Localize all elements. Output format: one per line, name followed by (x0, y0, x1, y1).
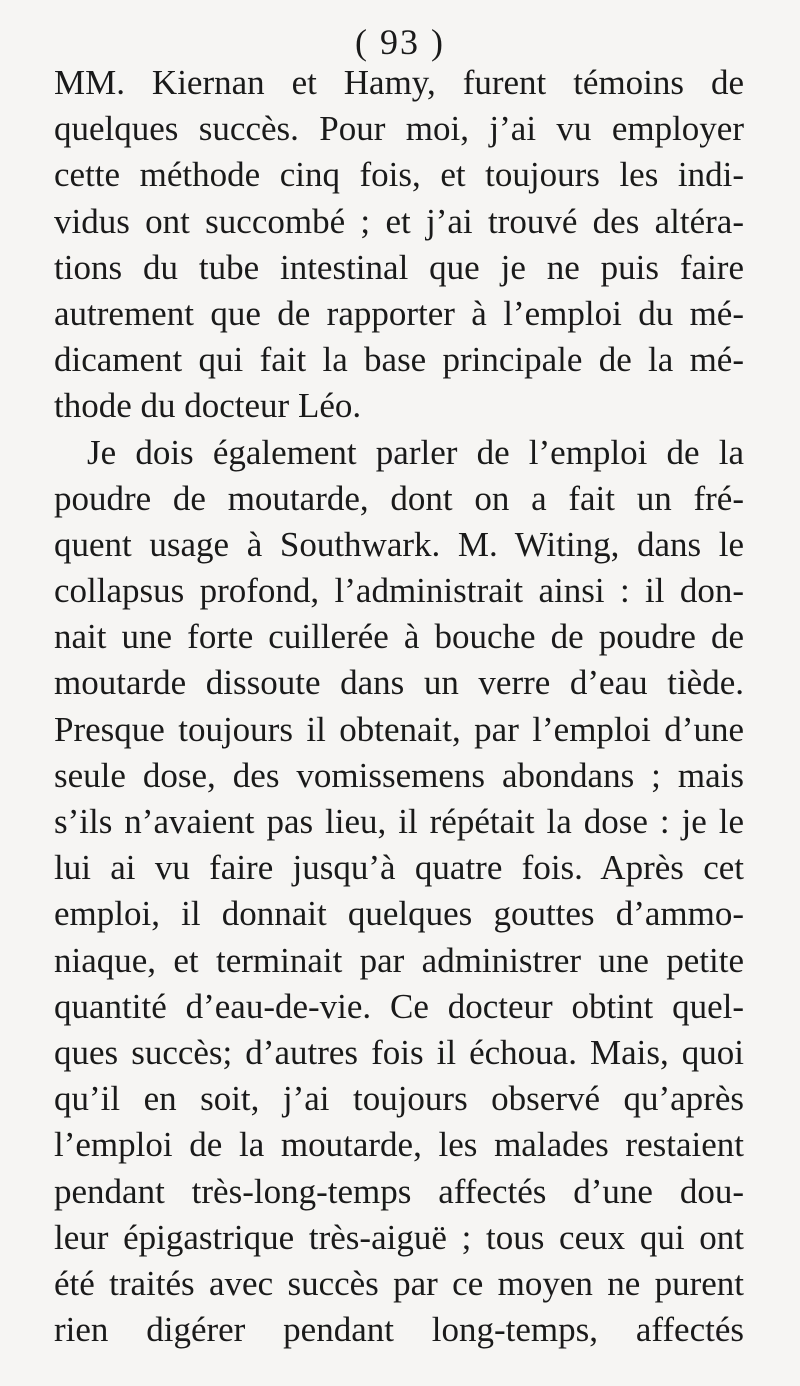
text-line: Presque toujours il obtenait, par l’emploi d’une (54, 709, 744, 749)
text-line: nait une forte cuillerée à bouche de poudre de (54, 617, 744, 657)
body-text (54, 60, 744, 1353)
text-line: MM. Kiernan et Hamy, furent témoins de (54, 63, 744, 102)
text-line: seule dose, des vomissemens abondans ; mais (54, 755, 744, 795)
text-line: s’ils n’avaient pas lieu, il répétait la dose : je le (54, 802, 744, 841)
text-line: leur épigastrique très-aiguë ; tous ceux qui ont (54, 1217, 744, 1257)
text-line: vidus ont succombé ; et j’ai trouvé des altéra- (54, 201, 744, 241)
text-line: qu’il en soit, j’ai toujours observé qu’après (54, 1079, 744, 1119)
text-line: quantité d’eau-de-vie. Ce docteur obtint quel- (54, 986, 744, 1026)
text-line: l’emploi de la moutarde, les malades restaient (54, 1125, 744, 1165)
text-line: pendant très-long-temps affectés d’une dou- (54, 1171, 744, 1211)
paragraph-end-line: thode du docteur Léo. (54, 386, 362, 426)
text-line: emploi, il donnait quelques gouttes d’ammo- (54, 894, 744, 934)
text-line: niaque, et terminait par administrer une petite (54, 940, 744, 980)
text-line: autrement que de rapporter à l’emploi du mé- (54, 293, 744, 333)
text-line: poudre de moutarde, dont on a fait un fré- (54, 478, 744, 518)
text-line: rien digérer pendant long-temps, affectés (54, 1310, 744, 1350)
paragraph-start-line: Je dois également parler de l’emploi de la (87, 432, 744, 472)
page-number: ( 93 ) (355, 22, 445, 62)
text-line: tions du tube intestinal que je ne puis faire (54, 247, 744, 287)
text-line: cette méthode cinq fois, et toujours les indi- (54, 155, 744, 195)
text-line: collapsus profond, l’administrait ainsi : il don- (54, 571, 744, 611)
text-line: dicament qui fait la base principale de la mé- (54, 340, 744, 380)
text-line: lui ai vu faire jusqu’à quatre fois. Après cet (54, 848, 744, 888)
text-line: moutarde dissoute dans un verre d’eau tiède. (54, 663, 744, 703)
text-line: ques succès; d’autres fois il échoua. Mais, quoi (54, 1032, 744, 1072)
text-line: quelques succès. Pour moi, j’ai vu employer (54, 109, 744, 149)
text-line: quent usage à Southwark. M. Witing, dans le (54, 524, 744, 564)
text-line: été traités avec succès par ce moyen ne purent (54, 1263, 744, 1303)
